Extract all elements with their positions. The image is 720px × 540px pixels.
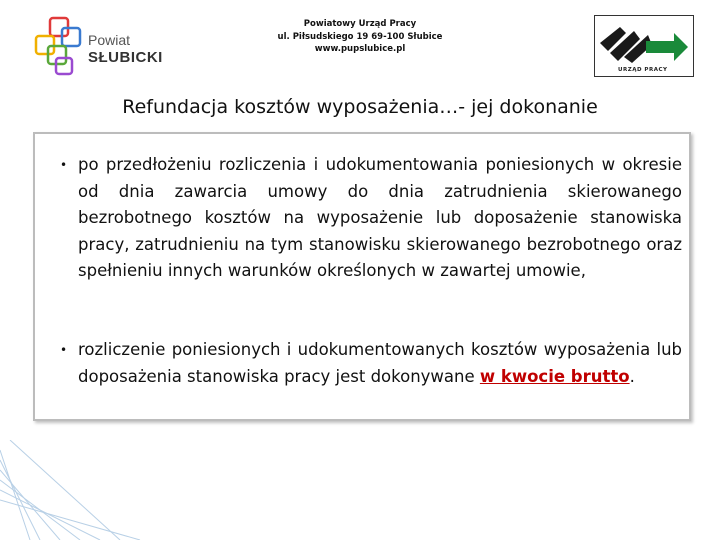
emphasis-text: w kwocie brutto bbox=[479, 366, 630, 386]
bullet-text bbox=[78, 337, 682, 390]
bullet-text-end: . bbox=[629, 366, 635, 386]
bullet-dot: • bbox=[60, 158, 68, 172]
office-name: Powiatowy Urząd Pracy bbox=[303, 19, 417, 29]
office-website: www.pupslubice.pl bbox=[314, 44, 406, 54]
powiat-slubicki-logo bbox=[30, 16, 172, 78]
urzad-pracy-logo bbox=[594, 15, 694, 77]
bullet-text: po przedłożeniu rozliczenia i udokumentowania poniesionych w okresie od dnia zawarcia umowy do dnia zatrudnienia skierowanego bezrobotnego kosztów na wyposażenie lub doposażenie stanowiska pracy, zatrudnieniu na tym stanowisku skierowanego bezrobotnego oraz spełnieniu innych warunków określonych w zawartej umowie, bbox=[78, 155, 682, 280]
decorative-lines bbox=[0, 440, 160, 540]
bullet-text-main: rozliczenie poniesionych i udokumentowanych kosztów wyposażenia lub doposażenia stanowiska pracy jest dokonywane bbox=[78, 340, 682, 386]
office-address bbox=[250, 18, 470, 56]
logo-squares-icon bbox=[30, 16, 90, 78]
urzad-pracy-label: URZĄD PRACY bbox=[618, 67, 668, 73]
logo-text-powiat: Powiat bbox=[88, 32, 131, 48]
content-box bbox=[33, 132, 691, 421]
bullet-dot: • bbox=[60, 343, 68, 357]
logo-text-slubicki: SŁUBICKI bbox=[88, 49, 163, 66]
office-street: ul. Piłsudskiego 19 69-100 Słubice bbox=[277, 31, 443, 42]
slide-title: Refundacja kosztów wyposażenia…- jej dokonanie bbox=[122, 96, 598, 118]
